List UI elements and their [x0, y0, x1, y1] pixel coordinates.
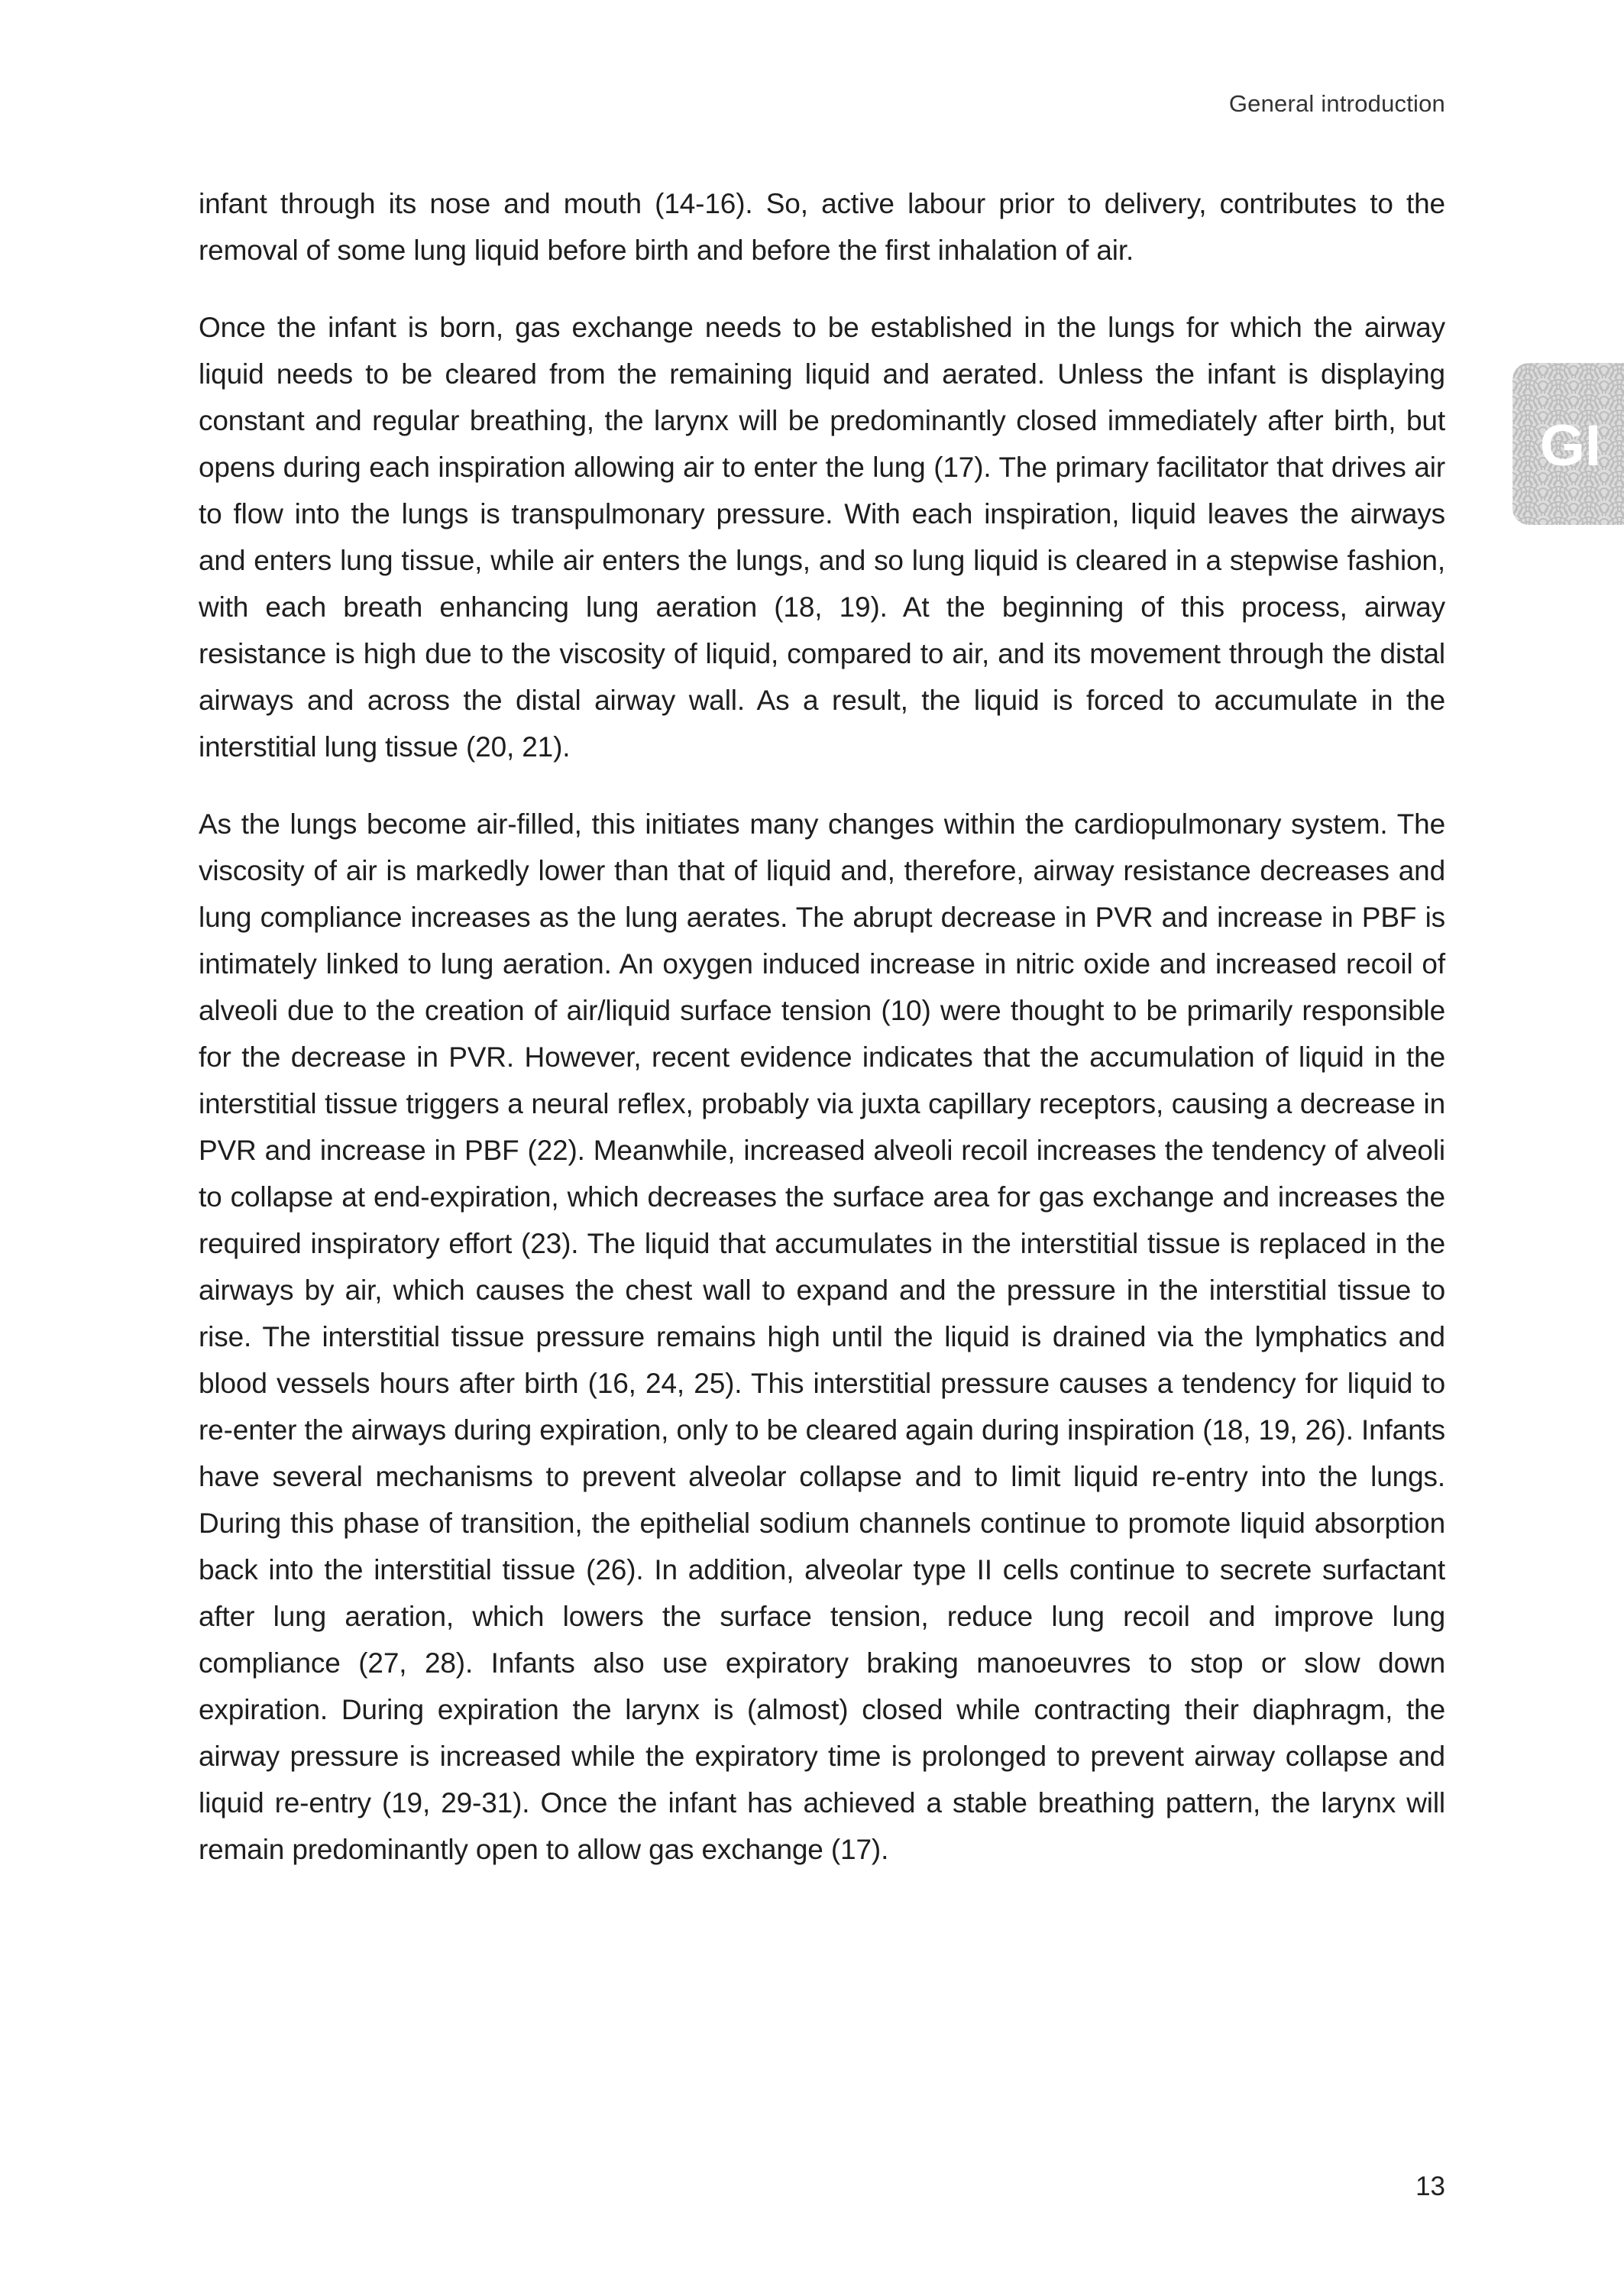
paragraph: infant through its nose and mouth (14-16). So, active labour prior to delivery, contributes to the removal of some lung liquid before birth and before the first inhalation of air.: [199, 188, 1445, 266]
body-text: [199, 180, 1445, 1903]
wave-pattern-tab-icon: [1512, 363, 1624, 525]
page-number: 13: [1415, 2172, 1445, 2201]
chapter-tab: [1512, 363, 1624, 525]
running-header: General introduction: [1228, 90, 1445, 117]
paragraph: As the lungs become air-filled, this initiates many changes within the cardiopulmonary system. The viscosity of air is markedly lower than that of liquid and, therefore, airway resistance decreases and lung compliance increases as the lung aerates. The abrupt decrease in PVR and increase in PBF is intimately linked to lung aeration. An oxygen induced increase in nitric oxide and increased recoil of alveoli due to the creation of air/liquid surface tension (10) were thought to be primarily responsible for the decrease in PVR. However, recent evidence indicates that the accumulation of liquid in the interstitial tissue triggers a neural reflex, probably via juxta capillary receptors, causing a decrease in PVR and increase in PBF (22). Meanwhile, increased alveoli recoil increases the tendency of alveoli to collapse at end-expiration, which decreases the surface area for gas exchange and increases the required inspiratory effort (23). The liquid that accumulates in the interstitial tissue is replaced in the airways by air, which causes the chest wall to expand and the pressure in the interstitial tissue to rise. The interstitial tissue pressure remains high until the liquid is drained via the lymphatics and blood vessels hours after birth (16, 24, 25). This interstitial pressure causes a tendency for liquid to re-enter the airways during expiration, only to be cleared again during inspiration (18, 19, 26). Infants have several mechanisms to prevent alveolar collapse and to limit liquid re-entry into the lungs. During this phase of transition, the epithelial sodium channels continue to promote liquid absorption back into the interstitial tissue (26). In addition, alveolar type II cells continue to secrete surfactant after lung aeration, which lowers the surface tension, reduce lung recoil and improve lung compliance (27, 28). Infants also use expiratory braking manoeuvres to stop or slow down expiration. During expiration the larynx is (almost) closed while contracting their diaphragm, the airway pressure is increased while the expiratory time is prolonged to prevent airway collapse and liquid re-entry (19, 29-31). Once the infant has achieved a stable breathing pattern, the larynx will remain predominantly open to allow gas exchange (17).: [199, 808, 1445, 1865]
paragraph: Once the infant is born, gas exchange needs to be established in the lungs for which the airway liquid needs to be cleared from the remaining liquid and aerated. Unless the infant is displaying constant and regular breathing, the larynx will be predominantly closed immediately after birth, but opens during each inspiration allowing air to enter the lung (17). The primary facilitator that drives air to flow into the lungs is transpulmonary pressure. With each inspiration, liquid leaves the airways and enters lung tissue, while air enters the lungs, and so lung liquid is cleared in a stepwise fashion, with each breath enhancing lung aeration (18, 19). At the beginning of this process, airway resistance is high due to the viscosity of liquid, compared to air, and its movement through the distal airways and across the distal airway wall. As a result, the liquid is forced to accumulate in the interstitial lung tissue (20, 21).: [199, 312, 1445, 763]
chapter-tab-label: GI: [1539, 413, 1602, 478]
